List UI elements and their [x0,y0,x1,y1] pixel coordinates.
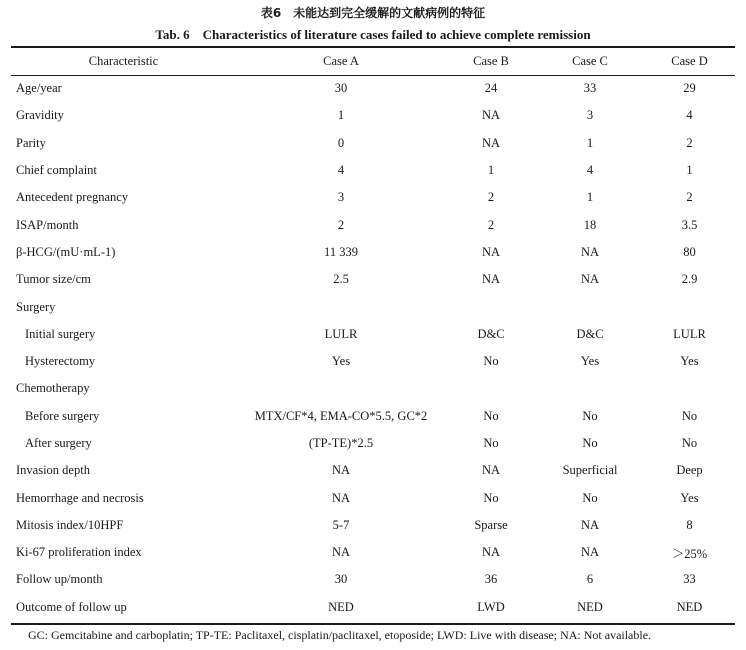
cell-case-b: 36 [484,572,498,587]
cell-case-d: 4 [686,108,693,123]
cell-case-d: 2 [686,190,693,205]
row-label: Age/year [16,81,62,96]
row-label: Mitosis index/10HPF [16,517,124,532]
cell-case-b: NA [481,463,501,478]
table-footnote: GC: Gemcitabine and carboplatin; TP-TE: Paclitaxel, cisplatin/paclitaxel, etoposide; LWD: Live with disease; NA: Not available. [28,628,652,642]
table-title-english: Tab. 6 Characteristics of literature cases failed to achieve complete remission [155,27,591,42]
cell-case-c: 1 [586,190,594,205]
row-label: Invasion depth [16,463,90,478]
row-label: Surgery [16,299,56,314]
cell-case-b: 2 [487,217,495,232]
cell-case-c: 1 [586,135,594,150]
table-body [11,75,735,621]
cell-case-d: No [681,408,698,423]
table-row [11,321,735,348]
table-title-chinese: 表6 未能达到完全缓解的文献病例的特征 [260,6,486,20]
cell-case-a: (TP-TE)*2.5 [308,436,374,450]
cell-case-b: NA [481,272,501,287]
cell-case-a [236,293,446,320]
cell-case-b: NA [481,545,501,560]
cell-case-d: Yes [680,354,699,369]
row-label: Hysterectomy [25,354,96,369]
cell-case-d: Deep [676,463,703,478]
cell-case-a: 1 [337,108,345,123]
cell-case-b: No [483,408,499,423]
cell-case-d [644,293,735,320]
table-row [11,512,735,539]
cell-case-a: 5-7 [332,517,350,532]
cell-case-c: NA [580,517,600,532]
table-header-row [11,47,735,75]
table-row [11,211,735,238]
table-bottom-rule [11,623,735,625]
cell-case-b: NA [481,135,501,150]
cell-case-d: 33 [683,572,696,587]
cell-case-c: 18 [583,217,597,232]
table-row [11,403,735,430]
cell-case-a: 0 [337,135,345,150]
cell-case-b: 24 [484,81,498,96]
cell-case-d: 2.9 [681,272,698,287]
cell-case-c: 3 [586,108,594,123]
cell-case-c: No [582,408,598,423]
table-row [11,566,735,593]
cell-case-b: 2 [487,190,495,205]
cell-case-a: 2.5 [333,272,349,287]
row-label: Hemorrhage and necrosis [16,490,144,505]
row-label: Gravidity [16,108,64,123]
cell-case-d: 1 [686,163,693,178]
cell-case-b: No [483,490,499,505]
cell-case-c: 6 [586,572,594,587]
table-row [11,75,735,102]
row-label: Antecedent pregnancy [16,190,129,205]
header-case-c: Case C [572,53,608,68]
cell-case-b: Sparse [474,517,508,532]
cell-case-c: 33 [583,81,597,96]
table-row [11,157,735,184]
row-label: Initial surgery [25,326,96,341]
cell-case-a: NA [331,463,351,478]
cell-case-b: NA [481,244,501,259]
cell-case-a: 30 [334,572,348,587]
cell-case-a [236,375,446,402]
cell-case-a: 30 [334,81,348,96]
row-label: β-HCG/(mU·mL-1) [16,244,116,259]
characteristics-table [11,47,735,621]
cell-case-b: D&C [477,326,505,341]
row-label: After surgery [25,436,92,450]
cell-case-b [446,293,536,320]
cell-case-d: 8 [686,517,693,532]
cell-case-a: 11 339 [324,244,358,259]
cell-case-a: NA [331,545,351,560]
cell-case-b [446,375,536,402]
row-label: Chief complaint [16,163,97,178]
cell-case-a: NA [331,490,351,505]
row-label: Before surgery [25,408,100,423]
cell-case-c: D&C [576,326,604,341]
cell-case-d: 29 [683,81,696,96]
table-row [11,239,735,266]
row-label: ISAP/month [16,217,79,232]
table-row [11,102,735,129]
row-label: Outcome of follow up [16,599,127,614]
cell-case-c: 4 [586,163,594,178]
cell-case-b: No [483,354,499,369]
table-row [11,348,735,375]
cell-case-a: NED [328,599,354,614]
cell-case-d: No [681,436,698,450]
cell-case-c [536,375,644,402]
header-characteristic: Characteristic [88,53,159,68]
cell-case-d: Yes [680,490,699,505]
row-label: Follow up/month [16,572,103,587]
table-row [11,594,735,621]
header-case-d: Case D [671,53,708,68]
cell-case-a: MTX/CF*4, EMA-CO*5.5, GC*2 [254,408,428,423]
cell-case-a: 2 [337,217,345,232]
row-label: Chemotherapy [16,381,90,396]
cell-case-a: Yes [331,354,351,369]
row-label: Ki-67 proliferation index [16,545,142,560]
cell-case-a: 3 [337,190,345,205]
cell-case-b: NA [481,108,501,123]
cell-case-b: LWD [477,599,505,614]
cell-case-a: 4 [337,163,345,178]
table-row [11,457,735,484]
cell-case-d: 80 [683,244,696,259]
table-row [11,266,735,293]
cell-case-d: ＞25% [671,546,708,561]
row-label: Parity [16,135,46,150]
table-row [11,184,735,211]
table-row [11,375,735,402]
cell-case-c: Yes [580,354,600,369]
cell-case-d: 2 [686,135,693,150]
cell-case-c [536,293,644,320]
table-row [11,484,735,511]
table-row [11,539,735,566]
cell-case-d: LULR [673,326,706,341]
cell-case-d [644,375,735,402]
table-row [11,430,735,457]
cell-case-c: Superficial [562,463,618,478]
header-case-a: Case A [323,53,359,68]
cell-case-c: NA [580,272,600,287]
table-row [11,293,735,320]
cell-case-b: 1 [487,163,495,178]
row-label: Tumor size/cm [16,272,91,287]
table-row [11,130,735,157]
cell-case-d: 3.5 [681,217,698,232]
cell-case-c: NA [580,545,600,560]
cell-case-d: NED [676,599,703,614]
cell-case-b: No [483,436,499,450]
cell-case-c: NA [580,244,600,259]
cell-case-c: No [582,490,598,505]
cell-case-c: NED [577,599,603,614]
cell-case-c: No [582,436,598,450]
header-case-b: Case B [473,53,509,68]
cell-case-a: LULR [324,326,358,341]
